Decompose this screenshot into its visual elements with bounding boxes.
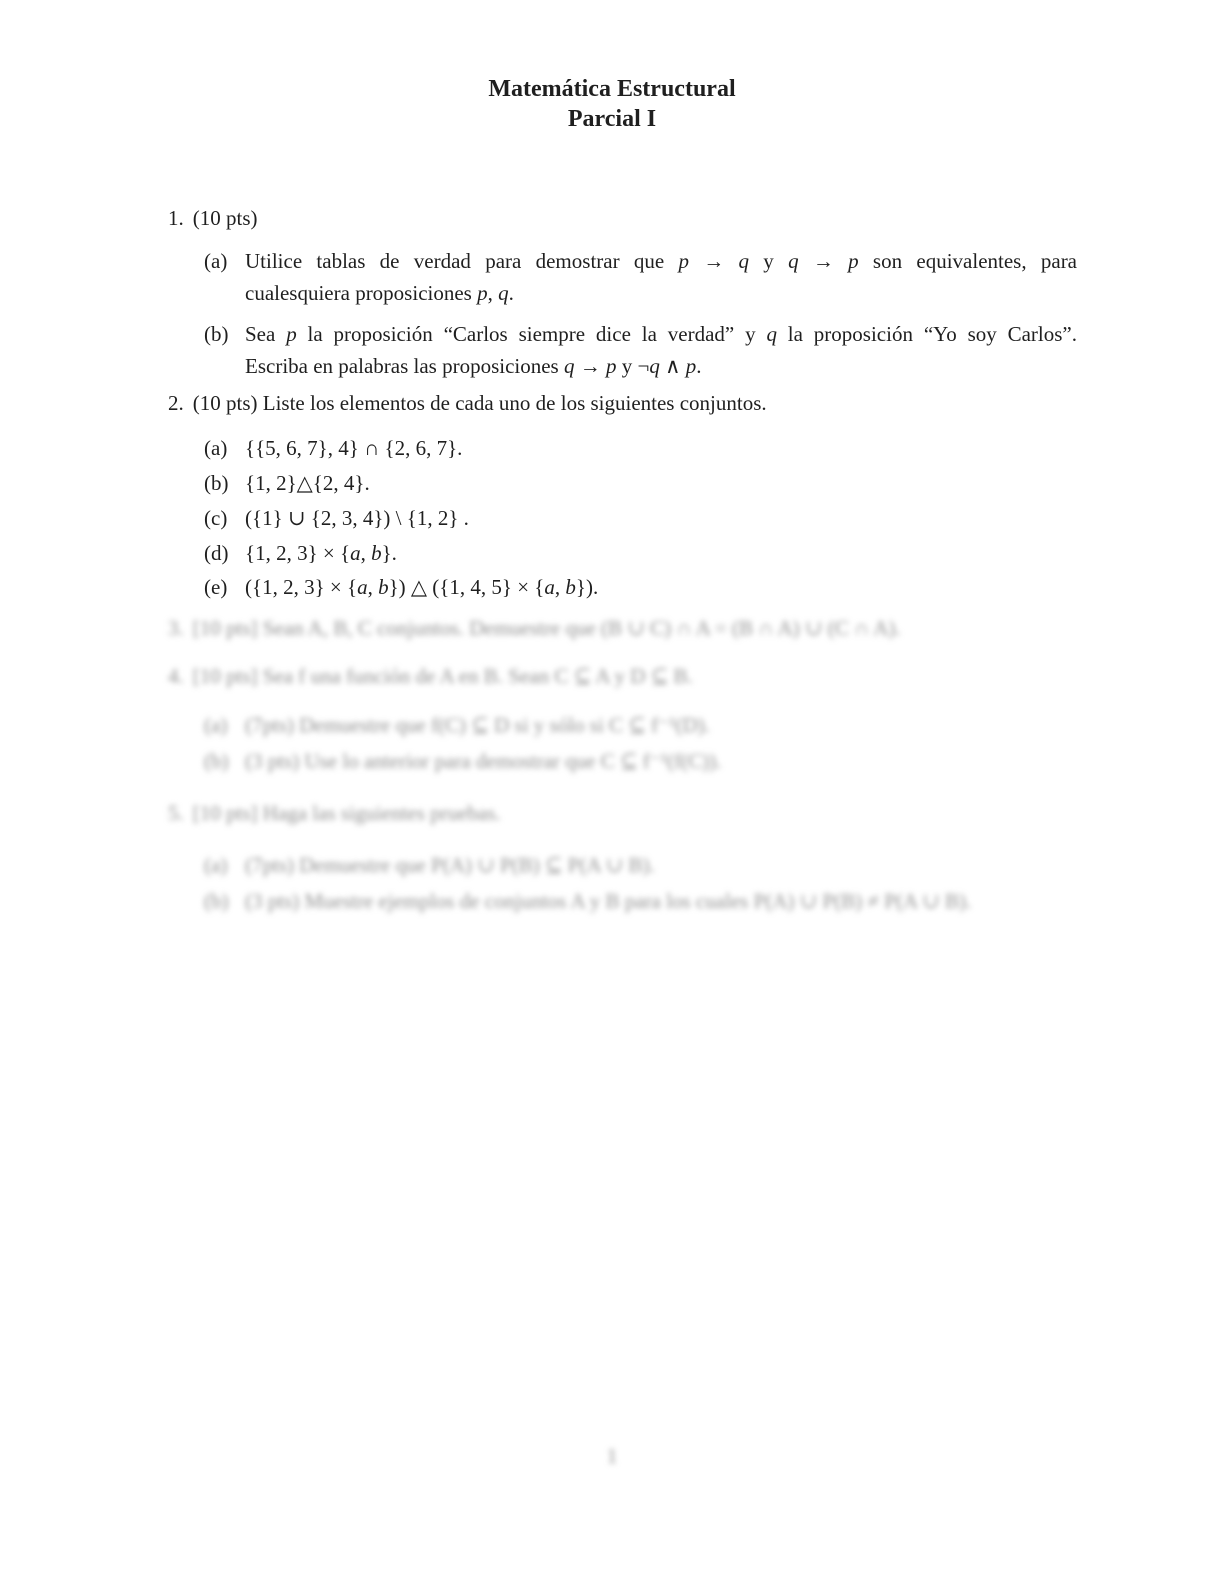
- problem-5-statement: [10 pts] Haga las siguientes pruebas.: [192, 801, 501, 825]
- item-label: (a): [204, 436, 228, 460]
- item-text: {1, 2, 3} × {a, b}.: [245, 541, 397, 565]
- item-label: (a): [204, 249, 228, 273]
- problem-4-statement: [10 pts] Sea f una función de A en B. Sean C ⊆ A y D ⊆ B.: [192, 664, 693, 688]
- problem-2-item-d: [204, 538, 397, 568]
- problem-3-number: 3.: [168, 616, 184, 640]
- problem-1-item-b: [204, 318, 1077, 382]
- problem-5-number: 5.: [168, 801, 184, 825]
- problem-5-item-a-redacted: [204, 850, 655, 880]
- problem-1-number: 1.: [168, 206, 184, 230]
- problem-2-item-b: [204, 468, 370, 498]
- problem-4-number: 4.: [168, 664, 184, 688]
- problem-2-item-a: [204, 433, 462, 463]
- exam-title: Matemática Estructural: [488, 76, 736, 102]
- problem-4-item-a-redacted: [204, 710, 710, 740]
- exam-subtitle: Parcial I: [567, 106, 657, 132]
- item-text: ({1, 2, 3} × {a, b}) △ ({1, 4, 5} × {a, b}).: [245, 575, 599, 599]
- item-text: {1, 2}△{2, 4}.: [245, 471, 370, 495]
- problem-1-item-a-line-2: cualesquiera proposiciones p, q.: [245, 281, 514, 305]
- problem-2-statement: (10 pts) Liste los elementos de cada uno de los siguientes conjuntos.: [192, 391, 767, 415]
- item-label: (d): [204, 541, 229, 565]
- item-text: Sea p la proposición “Carlos siempre dice la verdad” y q la proposición “Yo soy Carlos”.: [245, 322, 1077, 346]
- item-label: (a): [204, 713, 228, 737]
- item-text: (3 pts) Muestre ejemplos de conjuntos A y B para los cuales P(A) ∪ P(B) ≠ P(A ∪ B).: [245, 889, 972, 913]
- problem-1-points: (10 pts): [192, 206, 258, 230]
- item-text: (7pts) Demuestre que f(C) ⊆ D si y sólo si C ⊆ f⁻¹(D).: [245, 713, 710, 737]
- item-text: {{5, 6, 7}, 4} ∩ {2, 6, 7}.: [245, 436, 463, 460]
- problem-1-item-a-line-1: [204, 245, 1077, 277]
- item-label: (b): [204, 749, 229, 773]
- item-text: ({1} ∪ {2, 3, 4}) \ {1, 2} .: [245, 506, 469, 530]
- problem-3-statement: [10 pts] Sean A, B, C conjuntos. Demuestre que (B ∪ C) ∩ A = (B ∩ A) ∪ (C ∩ A).: [192, 616, 901, 640]
- item-label: (b): [204, 322, 229, 346]
- item-text: Utilice tablas de verdad para demostrar que p → q y q → p son equivalentes, para: [245, 249, 1078, 273]
- item-label: (b): [204, 471, 229, 495]
- problem-1-heading: [168, 203, 258, 233]
- page-number: 1: [606, 1444, 618, 1468]
- problem-1-item-b-line-2: Escriba en palabras las proposiciones q → p y ¬q ∧ p.: [245, 354, 702, 378]
- item-label: (e): [204, 575, 228, 599]
- problem-3-heading-redacted: [168, 613, 901, 643]
- problem-4-item-b-redacted: [204, 746, 721, 776]
- item-label: (b): [204, 889, 229, 913]
- problem-5-item-b-redacted: [204, 886, 971, 916]
- item-text: (7pts) Demuestre que P(A) ∪ P(B) ⊆ P(A ∪ B).: [245, 853, 655, 877]
- problem-2-item-e: [204, 572, 598, 602]
- item-label: (a): [204, 853, 228, 877]
- problem-4-heading-redacted: [168, 661, 693, 691]
- problem-2-heading: [168, 388, 767, 418]
- problem-1-item-a: [204, 245, 1077, 309]
- item-label: (c): [204, 506, 228, 530]
- problem-1-item-b-line-1: [204, 318, 1077, 350]
- problem-2-number: 2.: [168, 391, 184, 415]
- item-text: (3 pts) Use lo anterior para demostrar que C ⊆ f⁻¹(f(C)).: [245, 749, 722, 773]
- problem-2-item-c: [204, 503, 469, 533]
- problem-5-heading-redacted: [168, 798, 501, 828]
